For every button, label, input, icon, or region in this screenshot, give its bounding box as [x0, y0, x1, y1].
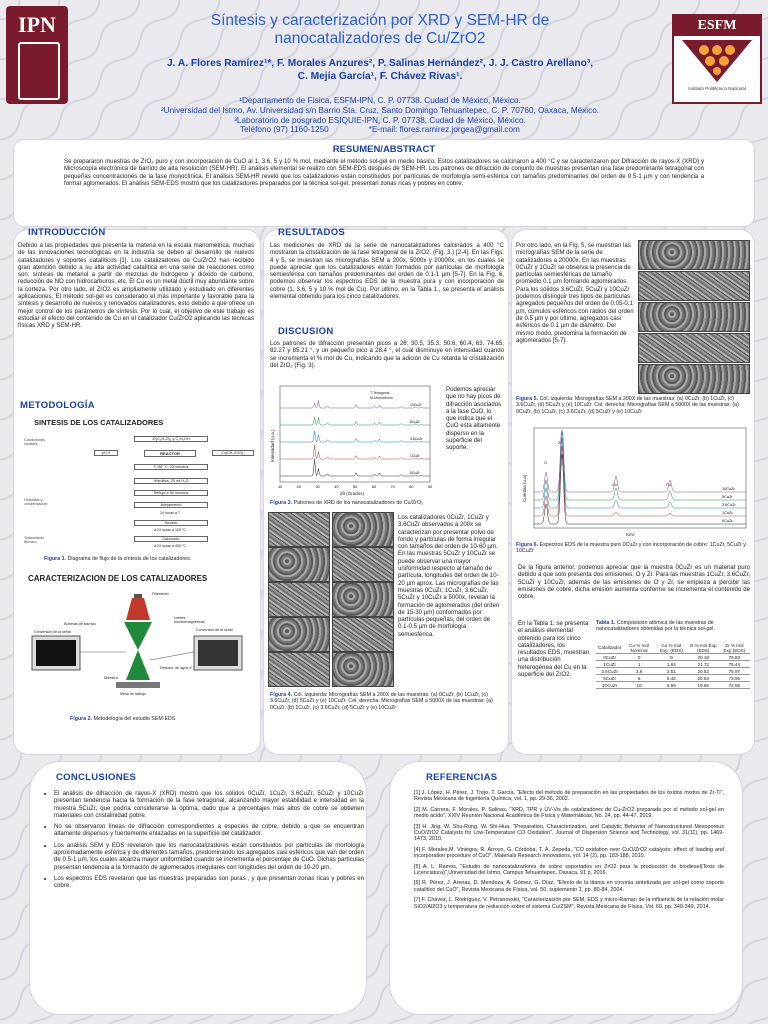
- authors: J. A. Flores Ramírez¹*, F. Morales Anzures², P. Salinas Hernández², J. J. Castro Arellano³, C. Mejía García¹, F. Chávez Rivas¹.: [166, 58, 594, 82]
- conclusion-item: • Los análisis SEM y EDS revelaron que los nanocatalizadores están constituidos por partículas de morfología aproximadamente esférica y de diferentes tamaños, predominando los agregados casi esféricos que van del orden de 0.5-1 µm, los cuales alcanza mayor uniformidad cuando se incrementa el porcentaje de CuO. Dichas partículas presentan tendencia a la formación de aglomerados irregulares con longitudes del orden de 10-20 µm.: [54, 842, 364, 871]
- sem-photo-c-5000x: [332, 582, 394, 617]
- xrd-xtick-label: 60: [371, 485, 376, 489]
- poster-title: Síntesis y caracterización por XRD y SEM-HR de nanocatalizadores de Cu/ZrO2: [210, 12, 550, 47]
- ipn-emblem-icon: [18, 42, 60, 100]
- xrd-xtick-label: 10: [278, 485, 283, 489]
- eds-discussion-text: De la figura anterior, podemos apreciar que la muestra 0CuZr es un material puro debido a que solo presenta dos emisiones: O y Zr. Para las muestras 1CuZr, 3.6CuZr, 5CuZr y 10CuZr, además de las emisiones de O y Zr, se empieza a percibir las emisiones de cobre, dicha emisión aumenta conforme se incrementa el contenido de cobre.: [518, 564, 750, 601]
- xrd-series-label: 0CuZr: [410, 471, 420, 475]
- sem-schematic: [24, 590, 252, 710]
- email-link[interactable]: *E-mail: flores.ramirez.jorgea@gmail.com: [368, 125, 520, 135]
- conclusions-heading: CONCLUSIONES: [56, 772, 137, 783]
- abstract-panel: [14, 140, 754, 226]
- esfm-logo-sub: Instituto Politécnico Nacional: [688, 86, 746, 91]
- sem-label-filament: Filamento: [152, 592, 169, 596]
- synthesis-flow-diagram: [24, 428, 252, 552]
- conclusion-item: • El análisis de difracción de rayos-X (XRD) mostró que los sólidos 0CuZr, 1CuZr, 3.6CuZr, 5CuZr y 10CuZr presentan tendencia hacia la formación de la fase tetragonal, alcanzando mayor estabilidad e intensidad en la muestra 5CuZr, que podría considerarse la óptima, dado que a porcentajes mas altos de cobre se obtienen materiales con cristalinidad pobre.: [54, 790, 364, 819]
- xrd-xlabel: 2θ (Grados): [340, 491, 365, 496]
- sem-photo-c-200x: [268, 582, 330, 617]
- figure3-caption: Figura 3. Patrones de XRD de los nanocatalizadores de Cu/ZrO₂: [270, 500, 424, 506]
- composition-table: [596, 642, 750, 689]
- sem-photo-d-200x: [268, 617, 330, 652]
- abstract-text: Se prepararon muestras de ZrO₂ puro y con incorporación de CuO al 1, 3.6, 5 y 10 % mol, mediante el método sol-gel en medio básico. Estos catalizadores se calcinaron a 400 °C y se caracterizaron por Difracción de rayos-X (XRD) y Microscopía electrónica de barrido de alta resolución (SEM-HR). El análisis elemental se realizo con SEM-EDS después de SEM-HR. Los patrones de difracción de conjunto de muestras presentan una fase predominante tetragonal con pequeñas concentraciones de la fase monoclínica. El análisis SEM-HR reveló que los catalizadores están constituidos por partículas de morfología semi-esférica con tamaños predominantes del orden de 0.5-1 µm y con tendencia a formar aglomerados. El análisis SEM-EDS mostró que los catalizadores preparados por la técnica sol-gel, presentan zonas ricas y pobres en cobre.: [64, 158, 704, 187]
- xrd-xtick-label: 70: [390, 485, 395, 489]
- xrd-series-label: 3.6CuZr: [410, 437, 423, 441]
- table-header-cell: Zr % mol Exp (EDS): [719, 642, 750, 654]
- synthesis-subheading: SINTESIS DE LOS CATALIZADORES: [34, 418, 164, 427]
- flow-step-reflux: Reflujo a 50 minutos: [134, 490, 208, 496]
- sem-label-coils: Bobinas de barrido: [64, 622, 96, 626]
- sem-label-stage: Mesa de trabajo: [120, 692, 146, 696]
- sem-photo-20k-a: [638, 240, 750, 270]
- references-panel: [390, 762, 742, 1014]
- conclusions-list: [44, 790, 364, 894]
- sem-label-xray-detector: Detector de rayos X: [160, 666, 192, 670]
- sem-photo-20k-d: [638, 333, 750, 363]
- middle-column-panel: [264, 227, 508, 754]
- left-column-panel: [14, 227, 260, 754]
- figure6-caption: Figura 6. Espectros EDS de la muestra puro 0CuZr y con incorporación de cobre: 1CuZr, 5CuZr y 10CuZr: [516, 542, 746, 555]
- sem-label-conversion-right: Conversión de la señal: [196, 628, 233, 632]
- sem-photo-e-5000x: [332, 652, 394, 687]
- table-header-cell: Cu % mol Nominal: [623, 642, 655, 654]
- xrd-xtick-label: 80: [409, 485, 414, 489]
- xrd-ylabel: Intensidad (u.a.): [270, 429, 275, 462]
- xrd-series-label: 10CuZr: [410, 403, 422, 407]
- flow-step-calcining-time: a 24 horas a 400 °C: [153, 544, 186, 548]
- table1-caption: Tabla 1. Composición atómica de las muestras de nanocatalizadores obtenidas por la técnica sol-gel.: [596, 620, 715, 633]
- contact-line: Teléfono (97) 1160-1250 *E-mail: flores.ramirez.jorgea@gmail.com: [240, 125, 520, 135]
- flow-step-hydrolysis: Hidrólisis, 20 ml H₂O: [134, 478, 208, 484]
- abstract-heading: RESUMEN/ABSTRACT: [332, 144, 436, 155]
- table-header-cell: Cu % mol Exp. (EDS): [655, 642, 688, 654]
- eds-ylabel: Cuentas (u.a): [522, 474, 527, 502]
- esfm-logo-text: ESFM: [674, 16, 760, 36]
- table-row: 1CuZr 1 1.84 21.72 76.44: [596, 661, 750, 668]
- characterization-subheading: CARACTERIZACION DE LOS CATALIZADORES: [28, 574, 208, 583]
- esfm-emblem-icon: [674, 36, 760, 86]
- discussion-text: Los patrones de difracción presentan picos a 2θ: 30.5, 35.3, 50.6, 60.4, 63, 74.65, 82.27 y 85.21 °, y un pequeño pico a 28.4 °, el cual disminuye en intensidad cuando se incrementa el % mol de Cu, indicando que la adición de Cu retarda la cristalización del ZrO₂ (Fig. 3).: [270, 340, 504, 369]
- methodology-heading: METODOLOGÍA: [20, 400, 95, 411]
- intro-text: Debido a las propiedades que presenta la materia en la escala manométrica, muchas de las innovaciones tecnológicas en la industria se deben al desarrollo de nuevos catalizadores y soportes catalíticos [1]. Los catalizadores de Cu/ZrO2 han recibido gran atención debido a su alta actividad catalítica en una serie de reacciones como son: síntesis de metanol a partir de mezclas de hidrógeno y dióxido de carbono, reducción de NO con hidrocarburos, etc. El Cu es un metal dúctil muy abundante sobre la corteza. Por otro lado, el ZrO2 es ampliamente utilizado y estudiado en diferentes aplicaciones. El método sol-gel es considerado el más importante y favorable para la síntesis y desarrollo de nuevos y renovados catalizadores, esto debido a que ofrece un mejor control de los parámetros de síntesis. Por lo cual, el objetivo de este trabajo es estudiar el efecto del contenido de Cu en el catalizador Cu/ZrO2 aplicando las técnicas físicas XRD y SEM-HR.: [18, 242, 254, 330]
- xrd-series-label: 1CuZr: [410, 454, 420, 458]
- sem-photo-d-5000x: [332, 617, 394, 652]
- flow-side-hydrolysis: Hidrólisis y condensación: [24, 498, 48, 506]
- eds-series-label: 10CuZr: [722, 487, 735, 491]
- xrd-legend-tetragonal: T-Tetragonal: [370, 391, 390, 395]
- table-header-cell: Catalizador: [596, 642, 623, 654]
- xrd-legend-monoclinic: M-Monoclínica: [370, 396, 393, 400]
- xrd-xtick-label: 40: [334, 485, 339, 489]
- affiliations: ¹Departamento de Física, ESFM-IPN, C. P. 07738. Cudad de México, México. ²Universidad del Istmo, Av. Universidad s/n Barrio Sta. Cruz, Santo Domingo Tehuantepec, C. P. 70760, Oaxaca, México. ³Laboratorio de posgrado ESIQUIE-IPN, C. P. 07738, Cudad de México, México. Teléfono (97) 1160-1250 *E-mail: flores.ramirez.jorgea@gmail.com: [100, 96, 660, 135]
- eds-peak-o: O: [544, 460, 548, 465]
- table-header-row: [596, 642, 750, 654]
- reference-item: [7] F. Chávez, L. Rodríguez, V. Petranovskii, "Caracterización por SEM, EDS y micro-Raman de la influencia de la relación molar SiO2/Al2O3 y temperatura de reducción sobre el sistema Cu/ZSM", Revista Mexicana de Física, Vol. 60, pp. 340-349, 2014.: [414, 897, 724, 910]
- sem-photo-b-5000x: [332, 547, 394, 582]
- sem-20000x-text: Por otro lado, en la Fig. 5, se muestran las micrografías SEM de la serie de catalizadores a 20000x. En las muestras 0CuZr y 1CuZr se observa la presencia de partículas semiesféricas de tamaño promedio 0.1 µm formando aglomerados. Para los sólidos 3.6CuZr, 5CuZr y 10CuZr podemos distinguir tres tipos de partículas: agregados pequeños del orden de 0.05-0.1 µm, cúmulos esféricos con radios del orden de 0.5 µm y por último, agregados casi esféricos de 0.1 µm de diámetro. Del mismo modo, predomina la formación de aglomerados [5-7].: [516, 242, 634, 344]
- reference-item: [3] H. Jing, W. Shu-Rong, W. Shi-Hua, "Preparation, Characterization, and Catalytic Behavior of Nanostructured Mesoporous CuO/ZrO2 Catalysts for Low-Temperature CO Oxidation", Journal of Dispersion Science and Technology, vol. 31(11), pp. 1469-1473, 2010.: [414, 823, 724, 843]
- eds-peak-cu1: Cu: [612, 482, 618, 487]
- discussion-heading: DISCUSION: [278, 326, 334, 337]
- sem-photo-e-200x: [268, 652, 330, 687]
- sem-photo-a-5000x: [332, 512, 394, 547]
- reference-item: [2] M. Carrera, F. Morales, P. Salinas, "XRD, TPR y UV-Vis de catalizadores de Cu-ZrO2 preparado por el método sol-gel en medio ácido", XXIV Reunión Nacional Académica de Física y Matemáticas, No. 24, pp. 44-47, 2019.: [414, 806, 724, 820]
- sem-label-sample: Muestra: [104, 676, 118, 680]
- intro-heading: INTRODUCCIÓN: [28, 227, 106, 238]
- sem-photo-20k-c: [638, 302, 750, 332]
- results-heading: RESULTADOS: [278, 227, 346, 238]
- sem-photo-20k-e: [638, 364, 750, 394]
- xrd-xtick-label: 50: [353, 485, 358, 489]
- flow-side-initial: Condiciones iniciales: [24, 438, 45, 446]
- reference-item: [1] J. López, H. Pérez, J. Trejo, T. García, "Efecto del método de preparación en las propiedades de los óxidos mixtos de Zr-Ti", Revista Mexicana de Ingeniería Química, vol. 1, pp. 29-36, 2002.: [414, 790, 724, 803]
- references-list: [414, 790, 724, 914]
- sem-photo-a-200x: [268, 512, 330, 547]
- eds-peak-zr: Zr: [558, 440, 562, 445]
- table-row: 10CuZr 10 6.50 19.65 72.85: [596, 682, 750, 689]
- eds-xlabel: KeV: [626, 532, 635, 537]
- flow-step-drying: Secado: [134, 520, 208, 526]
- flow-step-temp: T=98 °C, 20 minutos: [134, 464, 208, 470]
- figure2-caption: Figura 2. Metodología del estudio SEM-EDS: [70, 716, 176, 722]
- conclusion-item: • Los espectros EDS revelaron que las muestras preparadas son puras , y que presentan zonas ricas y pobres en cobre.: [54, 875, 364, 890]
- xrd-plot-frame: [280, 386, 430, 482]
- results-text: Las mediciones de XRD de la serie de nanocatalizadores calcinados a 400 °C mostraron la cristalización de la fase tetragonal de la ZrO2. (Fig. 3.) [2-4]. En las Figs. 4 y 5, se muestran las micrografías SEM a 200x, 5000x y 20000x, en los cuales se puede apreciar que los catalizadores están formados por partículas de morfología semiesférica con tamaños predominantes del orden de 0.1-1 µm [5-7]. En la Fig. 6, podemos observar los espectros EDS de la muestra pura y con incorporación de cobre (1, 3.6, 5 y 10 % mol de Cu). Por ultimo, en la Tabla 1., se presenta el análisis elemental obtenido para los cinco catalizadores.: [270, 242, 504, 301]
- sem-label-lenses: Lentes electromagnéticas: [174, 616, 205, 624]
- flow-step-aging-time: 24 horas a T: [159, 511, 181, 515]
- sem-photo-20k-b: [638, 271, 750, 301]
- xrd-series-label: 5CuZr: [410, 420, 420, 424]
- reference-item: [5] A. L. Ramos, "Estudio de nanocatalizadores de cobre soportados en ZrO2 para la producción de biodiesel(Tesis de Licenciatura)",Universidad del Istmo, Campus Tehuantepec, Oaxaca, 91 p, 2016.: [414, 863, 724, 877]
- flow-step-precursor: Zr(C₄H₉O)₄ y C₂H₅OH: [134, 436, 208, 442]
- xrd-side-text: Podemos apreciar que no hay picos de difracción asociados a la fase CuO, lo que indica que el CuO esta altamente disperso en la superficie del soporte.: [446, 386, 502, 452]
- eds-chart: [516, 424, 750, 540]
- flow-step-aging: Añejamiento: [134, 502, 208, 508]
- sem-20000x-grid: [638, 240, 750, 392]
- sem-photo-grid: [268, 512, 394, 688]
- flow-step-ph: pH 9: [94, 450, 118, 456]
- figure1-caption: Figura 1. Diagrama de flujo de la síntesis de los catalizadores.: [44, 556, 192, 562]
- right-column-panel: [512, 230, 754, 754]
- flow-step-drying-time: a 24 horas a 105 °C: [153, 528, 186, 532]
- xrd-chart: [266, 382, 446, 498]
- table1-intro-text: En la Tabla 1, se presenta el análisis elemental obtenido para los cinco catalizadores, los resultados EDS, muestran una distribución heterogénea del Cu en la superficie del ZrO2.: [518, 620, 590, 679]
- ipn-logo: [6, 6, 68, 104]
- flow-side-thermal: Tratamiento térmico: [24, 536, 45, 544]
- table-header-cell: O % mol Exp (EDS): [688, 642, 719, 654]
- sem-label-conversion-left: Conversión de la señal: [34, 630, 71, 634]
- xrd-xtick-label: 20: [296, 485, 301, 489]
- eds-series-label: 3.6CuZr: [722, 503, 736, 507]
- flow-step-calcining: Calcinado: [134, 536, 208, 542]
- sem-photo-b-200x: [268, 547, 330, 582]
- conclusion-item: • No se observaron líneas de difracción correspondientes a especies de cobre, debido a que se encuentran altamente dispersos y fuertemente enlazadas en la superficie del catalizador.: [54, 823, 364, 838]
- xrd-xtick-label: 30: [315, 485, 320, 489]
- conclusions-panel: [30, 762, 366, 1014]
- table-row: 5CuZr 5 5.42 20.63 73.95: [596, 675, 750, 682]
- table-row: 0CuZr 0 0 20.18 79.83: [596, 654, 750, 661]
- references-heading: REFERENCIAS: [426, 772, 498, 783]
- eds-series-label: 1CuZr: [722, 511, 733, 515]
- figure5-caption: Figura 5. Col. izquierda: Micrografías SEM a 200X de las muestras: (a) 0CuZr, (b) 1CuZr, (c) 3.6CuZr, (d) 5CuZr y (e) 10CuZr. Col. derecha: Micrografías SEM a 5000X de las muestras: (a) 0CuZr, (b) 1CuZr, (c) 3.6CuZr, (d) 5CuZr y (e) 10CuZr: [516, 396, 739, 415]
- sem-description-text: Los catalizadores 0CuZr, 1CuZr y 3.6CuZr observados a 200x se caracterizan por presentar polvo de fondo y partículas de forma irregular con tamaños del orden de 10-60 µm. En las muestras 5CuZr y 10CuZr se puede observar una mayor uniformidad respecto al tamaño de partícula, longitudes del orden de 10-20 µm aprox. Las micrografías de las muestras 0CuZr, 1CuZr, 3.6CuZr, 5CuZr y 10CuZr a 5000x, revelan la formación de aglomerados (del orden de 15-30 µm) conformados por partículas pequeñas, del orden de 0.1-0.5 µm de morfología semiesférica.: [398, 514, 500, 638]
- esfm-logo: [672, 14, 762, 104]
- reference-item: [4] F. Morales,M. Viniegra, R. Arroyo, G. Córdoba, T. A. Zepeda, "CO oxidation over CuO/ZrO2 catalysts: effect of loading and incorporation procedure of CuO", Materials Research Innovations, vol. 14 (2), pp. 183-188, 2010.: [414, 846, 724, 860]
- flow-step-reactor: REACTOR: [144, 450, 196, 457]
- table-row: 3.6CuZr 3.6 3.51 20.52 75.97: [596, 668, 750, 675]
- flow-step-cu: Cu(CH₃COO)₂: [212, 450, 254, 456]
- figure4-caption: Figura 4. Col. izquierda: Micrografías SEM a 200X de las muestras: (a) 0CuZr, (b) 1CuZr, (c) 3.6CuZr, (d) 5CuZr y (e) 10CuZr. Col. derecha: Micrografías SEM a 5000X de las muestras: (a) 0CuZr, (b) 1CuZr, (c) 3.6CuZr, (d) 5CuZr y (e) 10CuZr: [270, 692, 493, 711]
- ipn-logo-text: IPN: [18, 12, 56, 37]
- xrd-xtick-label: 90: [428, 485, 433, 489]
- eds-peak-cu2: Cu: [666, 482, 672, 487]
- reference-item: [6] R. Pérez, J. Arenas, D. Mendoza, A. Gómez, G. Díaz, "Efecto de la titania en circonia sintetizada por sol-gel como soporte catalítico del CuO", Revista Mexicana de Física, vol. 50, suplemento 1, pp. 80-84, 2004.: [414, 880, 724, 893]
- eds-series-label: 0CuZr: [722, 519, 733, 523]
- eds-series-label: 5CuZr: [722, 495, 733, 499]
